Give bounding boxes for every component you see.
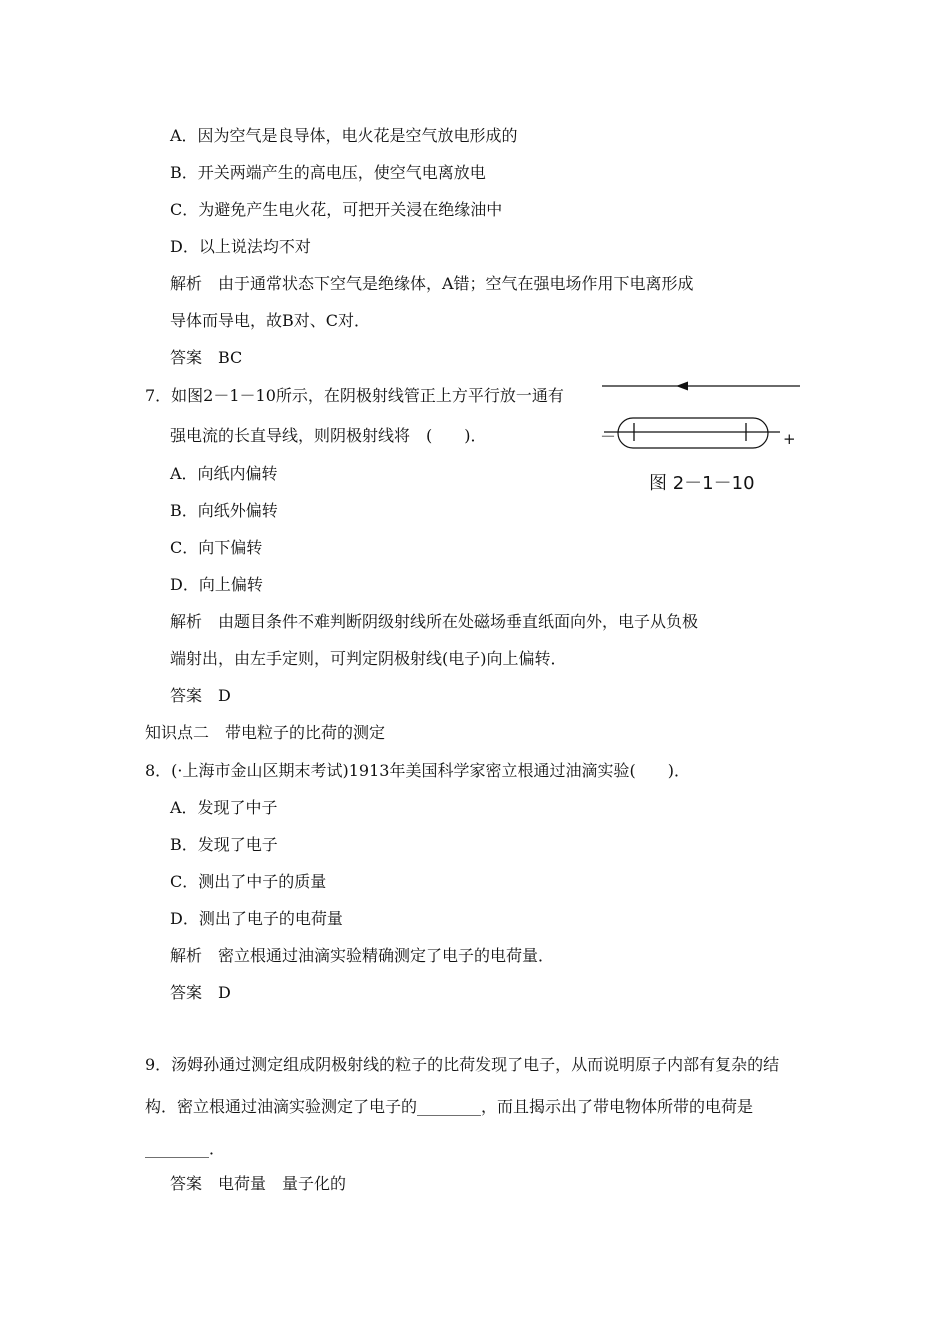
q6-option-d: D．以上说法均不对	[170, 237, 311, 256]
q8-option-d: D．测出了电子的电荷量	[170, 909, 343, 928]
q6-option-a: A．因为空气是良导体，电火花是空气放电形成的	[170, 126, 518, 145]
q7-answer: 答案 D	[170, 686, 231, 705]
figure-caption: 图 2－1－10	[649, 473, 755, 494]
q8-option-b: B．发现了电子	[170, 835, 278, 854]
q9-stem-line-3: ________．	[145, 1139, 226, 1158]
q7-option-a: A．向纸内偏转	[170, 464, 278, 483]
q8-stem: 8．(·上海市金山区期末考试)1913年美国科学家密立根通过油滴实验( )．	[145, 761, 690, 780]
section-title: 知识点二 带电粒子的比荷的测定	[145, 723, 386, 742]
q6-option-c: C．为避免产生电火花，可把开关浸在绝缘油中	[170, 200, 503, 219]
plus-terminal-label: +	[783, 430, 796, 448]
q8-answer: 答案 D	[170, 983, 231, 1002]
q6-analysis-line-1: 解析 由于通常状态下空气是绝缘体，A错；空气在强电场作用下电离形成	[170, 274, 694, 293]
q7-stem-line-2: 强电流的长直导线，则阴极射线将 ( )．	[170, 426, 487, 445]
q7-option-c: C．向下偏转	[170, 538, 263, 557]
q8-option-a: A．发现了中子	[170, 798, 278, 817]
q9-answer: 答案 电荷量 量子化的	[170, 1174, 347, 1193]
current-direction-arrow	[676, 382, 688, 391]
q6-analysis-line-2: 导体而导电，故B对、C对．	[170, 311, 371, 330]
q9-stem-line-2: 构．密立根通过油滴实验测定了电子的________，而且揭示出了带电物体所带的电荷是	[145, 1097, 754, 1116]
q7-analysis-line-1: 解析 由题目条件不难判断阴级射线所在处磁场垂直纸面向外，电子从负极	[170, 612, 699, 631]
q6-answer: 答案 BC	[170, 348, 243, 367]
minus-terminal-label: －	[600, 427, 617, 446]
q7-option-b: B．向纸外偏转	[170, 501, 278, 520]
q7-stem-line-1: 7．如图2－1－10所示，在阴极射线管正上方平行放一通有	[145, 386, 564, 405]
q8-option-c: C．测出了中子的质量	[170, 872, 327, 891]
q8-analysis: 解析 密立根通过油滴实验精确测定了电子的电荷量．	[170, 946, 555, 965]
cathode-ray-tube-figure	[600, 378, 805, 458]
q7-analysis-line-2: 端射出，由左手定则，可判定阴极射线(电子)向上偏转．	[170, 649, 567, 668]
q9-stem-line-1: 9．汤姆孙通过测定组成阴极射线的粒子的比荷发现了电子，从而说明原子内部有复杂的结	[145, 1055, 780, 1074]
q6-option-b: B．开关两端产生的高电压，使空气电离放电	[170, 163, 486, 182]
q7-option-d: D．向上偏转	[170, 575, 263, 594]
